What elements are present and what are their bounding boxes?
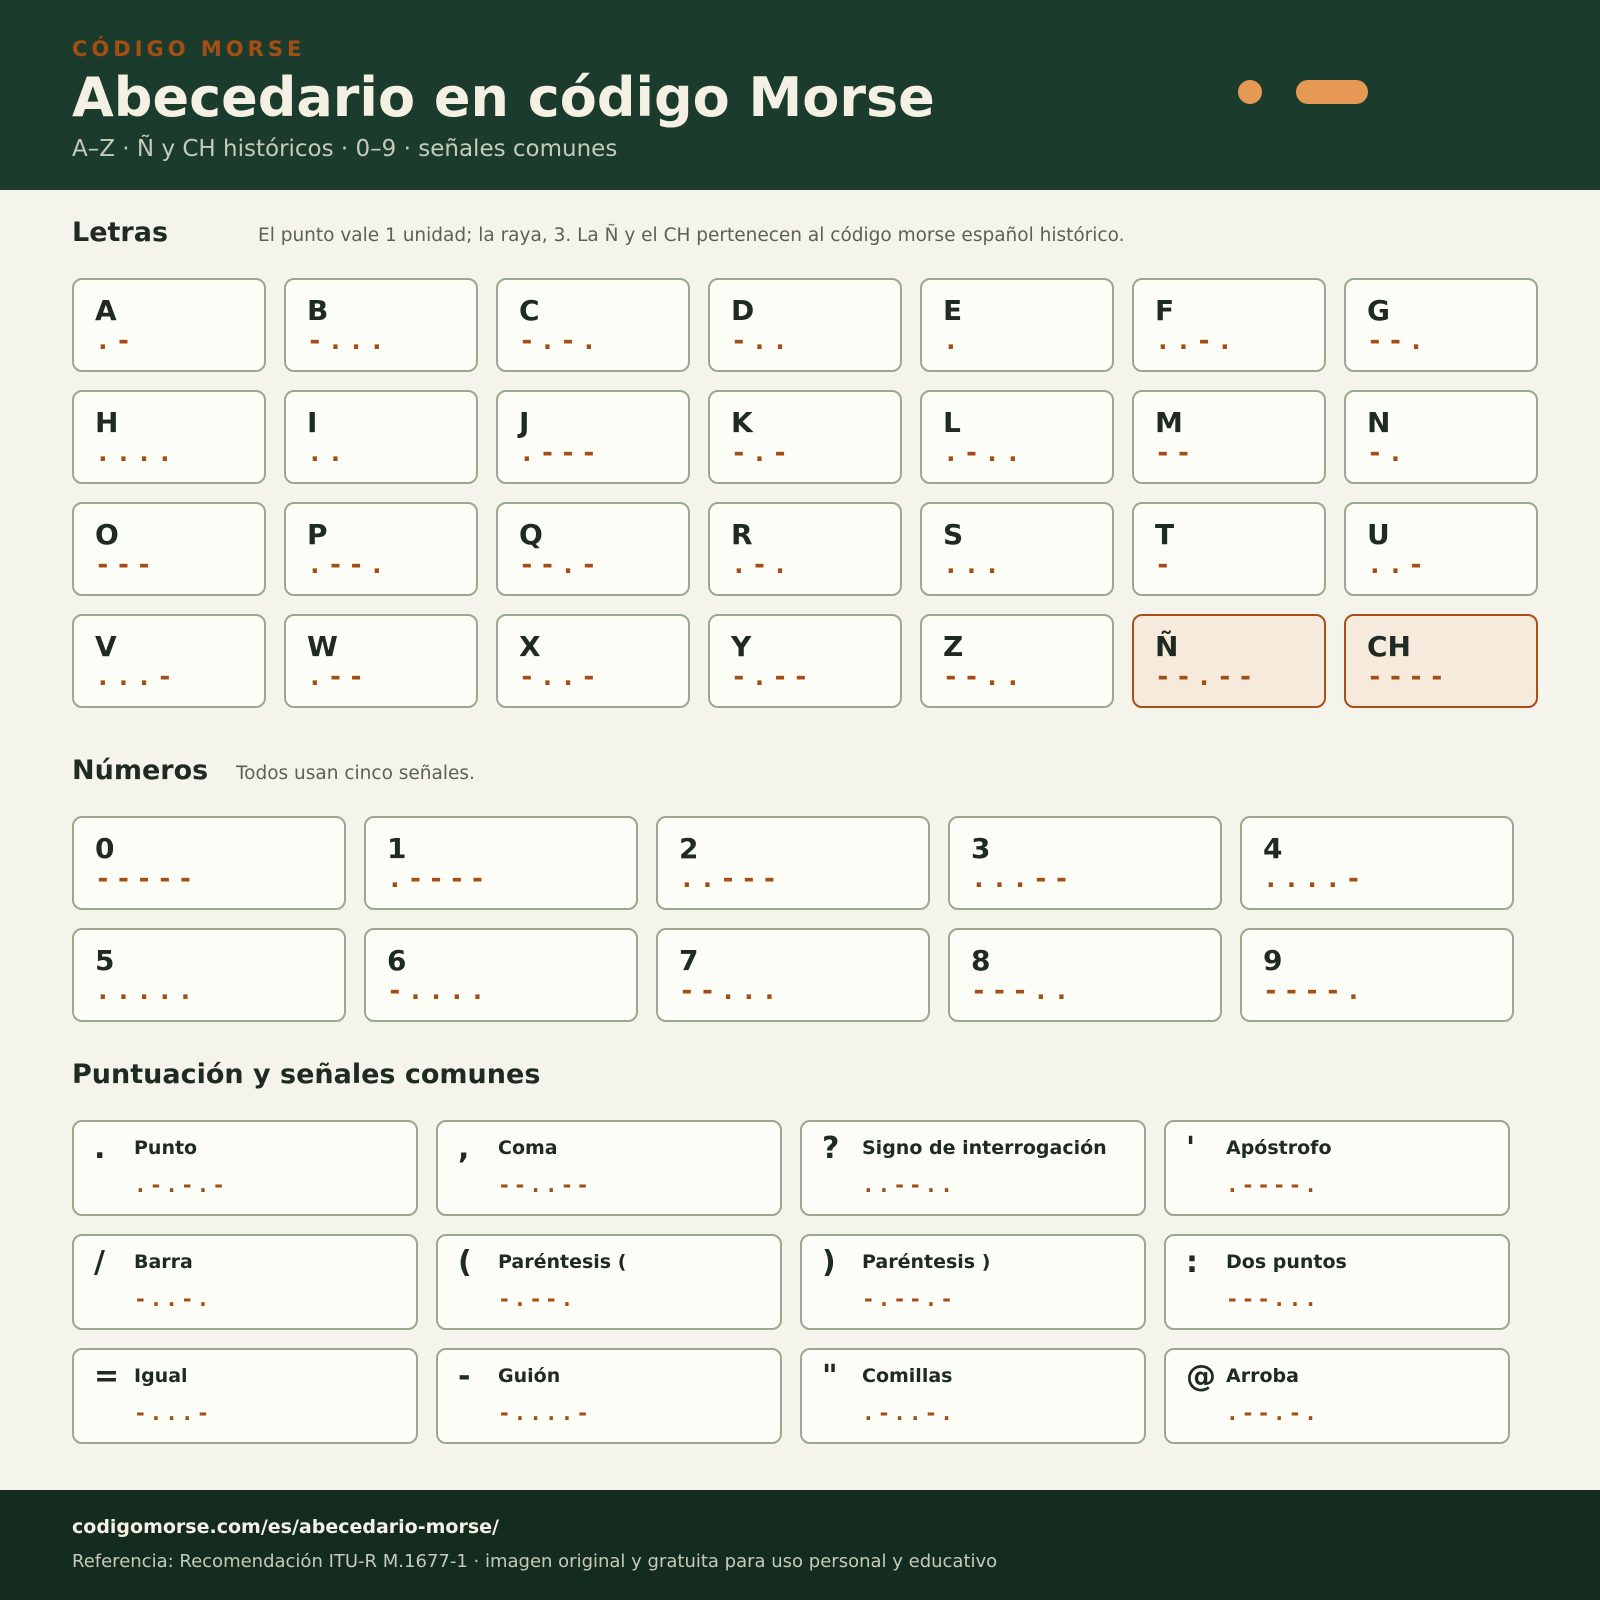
number-char: 8: [971, 944, 991, 977]
letter-char: L: [943, 406, 961, 439]
numbers-section-note: Todos usan cinco señales.: [236, 763, 475, 784]
letter-char: W: [307, 630, 338, 663]
morse-code: .: [943, 326, 964, 356]
letter-card: [496, 502, 690, 596]
letter-card: [920, 278, 1114, 372]
letter-char: J: [519, 406, 530, 439]
punctuation-card: [436, 1234, 782, 1330]
punctuation-symbol: :: [1186, 1245, 1198, 1280]
number-card: [1240, 928, 1514, 1022]
letter-card: [1344, 614, 1538, 708]
number-char: 1: [387, 832, 407, 865]
letter-card: [1344, 502, 1538, 596]
letters-grid: [72, 278, 1538, 708]
morse-code: ---...: [1226, 1287, 1320, 1311]
letter-char: R: [731, 518, 753, 551]
letter-card: [1132, 614, 1326, 708]
morse-code: ..-: [1367, 550, 1429, 580]
morse-code: .-..-.: [862, 1401, 956, 1425]
morse-code: .----: [387, 864, 491, 894]
punctuation-symbol: .: [94, 1131, 106, 1166]
morse-code: -..-: [519, 662, 602, 692]
morse-code: .-..: [943, 438, 1026, 468]
letter-card: [496, 390, 690, 484]
number-char: 3: [971, 832, 991, 865]
letter-card: [708, 614, 902, 708]
morse-code: -----: [95, 864, 199, 894]
morse-code: -..: [731, 326, 793, 356]
letter-card: [284, 502, 478, 596]
letter-card: [708, 278, 902, 372]
morse-code: --: [1155, 438, 1197, 468]
punctuation-card: [800, 1234, 1146, 1330]
footer-reference: Referencia: Recomendación ITU-R M.1677-1 · imagen original y gratuita para uso personal y educativo: [72, 1551, 998, 1572]
number-card: [656, 816, 930, 910]
letter-char: M: [1155, 406, 1183, 439]
morse-code: -.--: [731, 662, 814, 692]
number-char: 4: [1263, 832, 1283, 865]
letter-char: A: [95, 294, 117, 327]
letter-char: Ñ: [1155, 630, 1179, 663]
letters-section-note: El punto vale 1 unidad; la raya, 3. La Ñ y el CH pertenecen al código morse español histórico.: [258, 225, 1125, 246]
letter-card: [1132, 502, 1326, 596]
letter-char: T: [1155, 518, 1175, 551]
morse-dot-decoration: [1238, 80, 1262, 104]
morse-code: ..-.: [1155, 326, 1238, 356]
morse-code: ....: [95, 438, 178, 468]
letter-char: Z: [943, 630, 964, 663]
morse-code: -.-.: [519, 326, 602, 356]
letter-card: [72, 390, 266, 484]
number-card: [72, 928, 346, 1022]
punctuation-card: [1164, 1234, 1510, 1330]
morse-code: ---: [95, 550, 157, 580]
punctuation-symbol: @: [1186, 1359, 1216, 1394]
letter-char: O: [95, 518, 119, 551]
morse-code: .-.: [731, 550, 793, 580]
number-card: [948, 928, 1222, 1022]
morse-code: .--.: [307, 550, 390, 580]
letter-card: [72, 278, 266, 372]
number-char: 6: [387, 944, 407, 977]
morse-code: ----: [1367, 662, 1450, 692]
letter-card: [920, 502, 1114, 596]
punctuation-name: Dos puntos: [1226, 1251, 1347, 1273]
letter-card: [1344, 278, 1538, 372]
morse-code: --..--: [498, 1173, 592, 1197]
letter-char: B: [307, 294, 329, 327]
morse-code: ....-: [1263, 864, 1367, 894]
morse-code: --.: [1367, 326, 1429, 356]
letter-card: [284, 390, 478, 484]
letter-char: K: [731, 406, 753, 439]
morse-code: --.--: [1155, 662, 1259, 692]
punctuation-symbol: -: [458, 1359, 471, 1394]
number-char: 2: [679, 832, 699, 865]
letter-card: [284, 614, 478, 708]
number-card: [72, 816, 346, 910]
letter-card: [708, 502, 902, 596]
morse-code: .-.-.-: [134, 1173, 228, 1197]
morse-code: -...: [307, 326, 390, 356]
letter-card: [496, 614, 690, 708]
morse-code: .--.-.: [1226, 1401, 1320, 1425]
number-card: [948, 816, 1222, 910]
number-char: 5: [95, 944, 115, 977]
punctuation-card: [1164, 1120, 1510, 1216]
letter-char: V: [95, 630, 117, 663]
letter-char: CH: [1367, 630, 1411, 663]
eyebrow-label: CÓDIGO MORSE: [72, 37, 306, 61]
punctuation-symbol: ': [1186, 1131, 1196, 1166]
number-char: 9: [1263, 944, 1283, 977]
morse-code: -.--.: [498, 1287, 577, 1311]
morse-code: -....: [387, 976, 491, 1006]
punctuation-name: Punto: [134, 1137, 198, 1159]
punctuation-name: Barra: [134, 1251, 193, 1273]
punctuation-symbol: ): [822, 1245, 836, 1280]
number-card: [656, 928, 930, 1022]
punctuation-card: [800, 1120, 1146, 1216]
letter-card: [496, 278, 690, 372]
punctuation-card: [436, 1348, 782, 1444]
morse-dash-decoration: [1296, 80, 1368, 104]
letter-char: Q: [519, 518, 543, 551]
punctuation-card: [72, 1348, 418, 1444]
letter-char: C: [519, 294, 540, 327]
morse-code: ..: [307, 438, 349, 468]
punctuation-symbol: ": [822, 1359, 838, 1394]
punctuation-card: [436, 1120, 782, 1216]
numbers-section-title: Números: [72, 755, 209, 786]
punctuation-name: Guión: [498, 1365, 561, 1387]
punctuation-symbol: (: [458, 1245, 472, 1280]
footer-url: codigomorse.com/es/abecedario-morse/: [72, 1516, 499, 1538]
letter-char: S: [943, 518, 964, 551]
morse-code: ..---: [679, 864, 783, 894]
letter-card: [284, 278, 478, 372]
letter-card: [72, 502, 266, 596]
page-title: Abecedario en código Morse: [72, 66, 935, 129]
punctuation-name: Paréntesis (: [498, 1251, 627, 1273]
letter-char: N: [1367, 406, 1391, 439]
punctuation-name: Paréntesis ): [862, 1251, 991, 1273]
header: [0, 0, 1600, 190]
letter-char: X: [519, 630, 541, 663]
punctuation-section-title: Puntuación y señales comunes: [72, 1059, 541, 1090]
letter-card: [1344, 390, 1538, 484]
morse-code: -....-: [498, 1401, 592, 1425]
morse-code: ---..: [971, 976, 1075, 1006]
letter-card: [920, 390, 1114, 484]
morse-code: ...-: [95, 662, 178, 692]
punctuation-name: Igual: [134, 1365, 188, 1387]
punctuation-name: Comillas: [862, 1365, 953, 1387]
punctuation-card: [1164, 1348, 1510, 1444]
morse-code: ..--..: [862, 1173, 956, 1197]
number-char: 7: [679, 944, 699, 977]
number-card: [1240, 816, 1514, 910]
morse-code: .-: [95, 326, 137, 356]
page-subtitle: A–Z · Ñ y CH históricos · 0–9 · señales comunes: [72, 136, 618, 162]
punctuation-card: [72, 1120, 418, 1216]
punctuation-card: [72, 1234, 418, 1330]
punctuation-symbol: ,: [458, 1131, 470, 1166]
number-card: [364, 816, 638, 910]
morse-code: ...: [943, 550, 1005, 580]
letter-card: [1132, 278, 1326, 372]
morse-code: -: [1155, 550, 1176, 580]
letter-char: G: [1367, 294, 1390, 327]
punctuation-name: Apóstrofo: [1226, 1137, 1332, 1159]
morse-code: ...--: [971, 864, 1075, 894]
letter-char: D: [731, 294, 755, 327]
punctuation-grid: [72, 1120, 1510, 1444]
punctuation-symbol: /: [94, 1245, 105, 1280]
footer: [0, 1490, 1600, 1600]
morse-code: --.-: [519, 550, 602, 580]
morse-code: .--: [307, 662, 369, 692]
morse-code: -.: [1367, 438, 1409, 468]
morse-code: -.-: [731, 438, 793, 468]
letter-char: I: [307, 406, 318, 439]
letter-char: F: [1155, 294, 1175, 327]
number-card: [364, 928, 638, 1022]
letter-card: [920, 614, 1114, 708]
punctuation-name: Coma: [498, 1137, 558, 1159]
punctuation-name: Signo de interrogación: [862, 1137, 1107, 1159]
letter-card: [1132, 390, 1326, 484]
morse-code: ----.: [1263, 976, 1367, 1006]
punctuation-symbol: =: [94, 1359, 120, 1394]
morse-code: .----.: [1226, 1173, 1320, 1197]
morse-code: --...: [679, 976, 783, 1006]
letter-char: H: [95, 406, 119, 439]
letter-card: [72, 614, 266, 708]
morse-code: -..-.: [134, 1287, 213, 1311]
morse-code: -.--.-: [862, 1287, 956, 1311]
morse-code: .---: [519, 438, 602, 468]
numbers-grid: [72, 816, 1514, 1022]
letter-char: E: [943, 294, 963, 327]
punctuation-card: [800, 1348, 1146, 1444]
letter-char: U: [1367, 518, 1390, 551]
morse-code: .....: [95, 976, 199, 1006]
punctuation-symbol: ?: [822, 1131, 840, 1166]
letter-card: [708, 390, 902, 484]
number-char: 0: [95, 832, 115, 865]
punctuation-name: Arroba: [1226, 1365, 1299, 1387]
morse-code: --..: [943, 662, 1026, 692]
letters-section-title: Letras: [72, 217, 169, 248]
letter-char: P: [307, 518, 328, 551]
letter-char: Y: [731, 630, 752, 663]
morse-code: -...-: [134, 1401, 213, 1425]
